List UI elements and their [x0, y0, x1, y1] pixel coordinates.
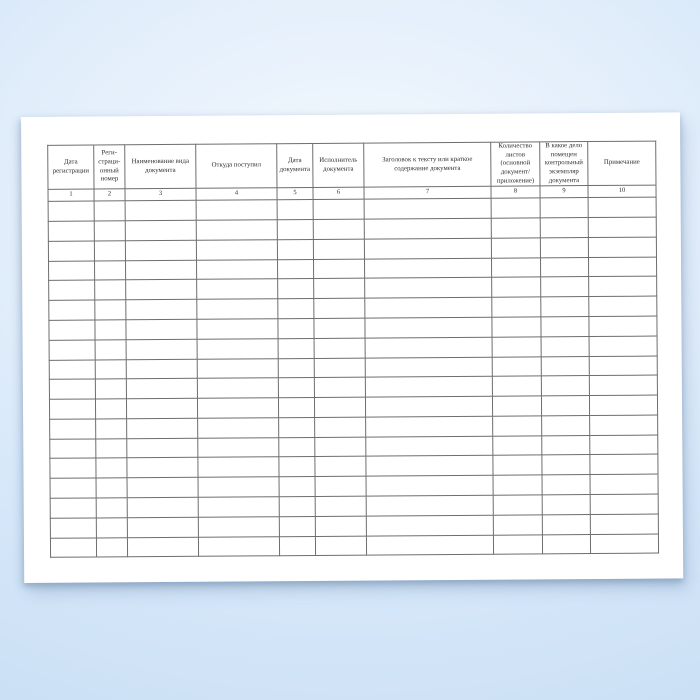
empty-cell [365, 337, 492, 358]
empty-cell [540, 198, 588, 218]
empty-cell [366, 475, 493, 496]
empty-cell [96, 478, 127, 498]
empty-cell [492, 277, 541, 297]
empty-cell [315, 457, 366, 477]
empty-cell [590, 514, 658, 534]
table-body [48, 197, 658, 558]
empty-cell [95, 260, 126, 280]
empty-cell [541, 316, 589, 336]
empty-cell [126, 398, 197, 418]
empty-cell [590, 474, 658, 494]
empty-cell [278, 398, 314, 418]
empty-cell [314, 358, 365, 378]
column-number: 4 [196, 188, 277, 201]
empty-cell [589, 395, 657, 415]
empty-cell [540, 257, 588, 277]
document-sheet [21, 112, 683, 583]
empty-cell [590, 455, 658, 475]
empty-cell [196, 220, 277, 240]
empty-cell [588, 217, 656, 237]
empty-cell [95, 359, 126, 379]
column-number: 1 [48, 189, 94, 201]
empty-cell [365, 297, 492, 318]
empty-cell [589, 375, 657, 395]
empty-cell [590, 534, 658, 554]
empty-cell [589, 296, 657, 316]
empty-cell [588, 257, 656, 277]
empty-cell [196, 200, 277, 220]
empty-cell [541, 396, 589, 416]
empty-cell [127, 438, 198, 458]
empty-cell [590, 435, 658, 455]
empty-cell [278, 358, 314, 378]
empty-cell [540, 237, 588, 257]
column-number: 8 [491, 186, 540, 198]
empty-cell [314, 397, 365, 417]
column-number: 2 [94, 189, 125, 201]
col-header-received-from: Откуда поступил [196, 144, 277, 189]
empty-cell [48, 221, 94, 241]
registration-journal-table [47, 141, 659, 559]
empty-cell [48, 201, 94, 221]
empty-cell [95, 399, 126, 419]
col-header-registration-date: Дата регистрации [48, 145, 94, 189]
empty-cell [125, 200, 196, 220]
empty-cell [126, 319, 197, 339]
empty-cell [198, 517, 279, 537]
empty-cell [198, 477, 279, 497]
empty-cell [540, 217, 588, 237]
empty-cell [198, 536, 279, 556]
col-header-note: Примечание [588, 141, 656, 186]
col-header-sheet-count: Количество листов (основной документ/ приложение) [491, 142, 540, 186]
empty-cell [313, 239, 364, 259]
empty-cell [493, 535, 542, 555]
empty-cell [127, 497, 198, 517]
empty-cell [313, 219, 364, 239]
empty-cell [492, 337, 541, 357]
empty-cell [127, 478, 198, 498]
empty-cell [277, 239, 313, 259]
column-number: 3 [125, 188, 196, 200]
empty-cell [126, 260, 197, 280]
empty-cell [492, 396, 541, 416]
column-number: 9 [540, 186, 588, 198]
empty-cell [313, 259, 364, 279]
col-header-summary: Заголовок к тексту или краткое содержание документа [364, 142, 491, 187]
empty-cell [50, 478, 96, 498]
empty-cell [315, 417, 366, 437]
empty-cell [96, 438, 127, 458]
empty-cell [365, 377, 492, 398]
col-header-document-type: Наименование вида документа [125, 144, 196, 189]
empty-cell [493, 475, 542, 495]
empty-cell [314, 318, 365, 338]
column-number: 6 [313, 187, 364, 199]
empty-cell [279, 457, 315, 477]
empty-cell [49, 359, 95, 379]
empty-cell [197, 259, 278, 279]
empty-cell [125, 240, 196, 260]
empty-cell [50, 419, 96, 439]
empty-cell [364, 198, 491, 219]
empty-cell [95, 339, 126, 359]
empty-cell [94, 221, 125, 241]
empty-cell [491, 257, 540, 277]
empty-cell [127, 418, 198, 438]
empty-cell [126, 359, 197, 379]
header-row [48, 141, 656, 189]
empty-cell [366, 535, 493, 556]
empty-cell [365, 278, 492, 299]
empty-cell [127, 517, 198, 537]
empty-cell [366, 416, 493, 437]
empty-cell [197, 338, 278, 358]
empty-cell [279, 477, 315, 497]
empty-cell [96, 498, 127, 518]
empty-cell [491, 218, 540, 238]
empty-cell [127, 458, 198, 478]
empty-cell [542, 534, 590, 554]
empty-cell [127, 537, 198, 557]
empty-cell [197, 398, 278, 418]
empty-cell [279, 497, 315, 517]
empty-cell [198, 457, 279, 477]
empty-cell [50, 498, 96, 518]
empty-cell [49, 320, 95, 340]
empty-cell [197, 378, 278, 398]
empty-cell [491, 238, 540, 258]
empty-cell [279, 417, 315, 437]
empty-cell [542, 435, 590, 455]
empty-cell [315, 476, 366, 496]
column-number: 5 [277, 188, 313, 200]
empty-cell [198, 497, 279, 517]
empty-cell [279, 516, 315, 536]
empty-cell [365, 317, 492, 338]
empty-cell [278, 279, 314, 299]
empty-cell [49, 399, 95, 419]
empty-cell [126, 299, 197, 319]
empty-cell [50, 458, 96, 478]
empty-cell [493, 515, 542, 535]
empty-cell [493, 455, 542, 475]
empty-cell [198, 418, 279, 438]
empty-cell [590, 494, 658, 514]
empty-cell [366, 515, 493, 536]
empty-cell [278, 338, 314, 358]
empty-cell [49, 300, 95, 320]
col-header-registration-number: Реги- страци- онный номер [94, 145, 125, 189]
empty-cell [126, 280, 197, 300]
empty-cell [277, 200, 313, 220]
empty-cell [492, 317, 541, 337]
empty-cell [197, 319, 278, 339]
empty-cell [541, 277, 589, 297]
empty-cell [366, 456, 493, 477]
empty-cell [542, 455, 590, 475]
empty-cell [279, 437, 315, 457]
empty-cell [542, 495, 590, 515]
column-number: 10 [588, 185, 656, 197]
empty-cell [49, 340, 95, 360]
empty-cell [49, 280, 95, 300]
empty-cell [198, 437, 279, 457]
empty-cell [492, 297, 541, 317]
empty-cell [126, 379, 197, 399]
column-number: 7 [364, 186, 491, 199]
empty-cell [492, 376, 541, 396]
empty-cell [50, 538, 96, 558]
empty-cell [542, 475, 590, 495]
empty-cell [278, 378, 314, 398]
empty-cell [50, 518, 96, 538]
empty-cell [541, 356, 589, 376]
empty-cell [95, 300, 126, 320]
empty-cell [589, 276, 657, 296]
empty-cell [315, 496, 366, 516]
table-row [50, 534, 658, 558]
empty-cell [315, 437, 366, 457]
empty-cell [196, 239, 277, 259]
empty-cell [589, 336, 657, 356]
empty-cell [278, 299, 314, 319]
empty-cell [366, 495, 493, 516]
empty-cell [589, 356, 657, 376]
empty-cell [94, 201, 125, 221]
empty-cell [314, 278, 365, 298]
empty-cell [94, 240, 125, 260]
empty-cell [96, 537, 127, 557]
empty-cell [590, 415, 658, 435]
empty-cell [50, 439, 96, 459]
col-header-file-location: В какое дело помещен контрольный экземпляр документа [540, 142, 588, 186]
empty-cell [588, 197, 656, 217]
empty-cell [315, 536, 366, 556]
empty-cell [49, 379, 95, 399]
empty-cell [279, 536, 315, 556]
empty-cell [589, 316, 657, 336]
empty-cell [278, 318, 314, 338]
empty-cell [364, 258, 491, 279]
empty-cell [95, 280, 126, 300]
empty-cell [492, 356, 541, 376]
empty-cell [366, 436, 493, 457]
empty-cell [493, 436, 542, 456]
empty-cell [95, 379, 126, 399]
empty-cell [493, 495, 542, 515]
empty-cell [197, 358, 278, 378]
empty-cell [95, 320, 126, 340]
empty-cell [277, 259, 313, 279]
empty-cell [541, 376, 589, 396]
empty-cell [48, 241, 94, 261]
empty-cell [125, 220, 196, 240]
empty-cell [541, 336, 589, 356]
empty-cell [197, 279, 278, 299]
empty-cell [96, 458, 127, 478]
empty-cell [314, 377, 365, 397]
empty-cell [126, 339, 197, 359]
empty-cell [277, 219, 313, 239]
empty-cell [491, 198, 540, 218]
empty-cell [313, 199, 364, 219]
empty-cell [197, 299, 278, 319]
empty-cell [365, 396, 492, 417]
empty-cell [96, 518, 127, 538]
empty-cell [314, 298, 365, 318]
empty-cell [588, 237, 656, 257]
empty-cell [542, 514, 590, 534]
empty-cell [364, 238, 491, 259]
col-header-executor: Исполнитель документа [313, 143, 364, 187]
empty-cell [49, 261, 95, 281]
empty-cell [541, 297, 589, 317]
empty-cell [364, 218, 491, 239]
col-header-document-date: Дата документа [277, 143, 313, 187]
empty-cell [96, 419, 127, 439]
empty-cell [314, 338, 365, 358]
empty-cell [365, 357, 492, 378]
empty-cell [315, 516, 366, 536]
empty-cell [542, 415, 590, 435]
empty-cell [493, 416, 542, 436]
